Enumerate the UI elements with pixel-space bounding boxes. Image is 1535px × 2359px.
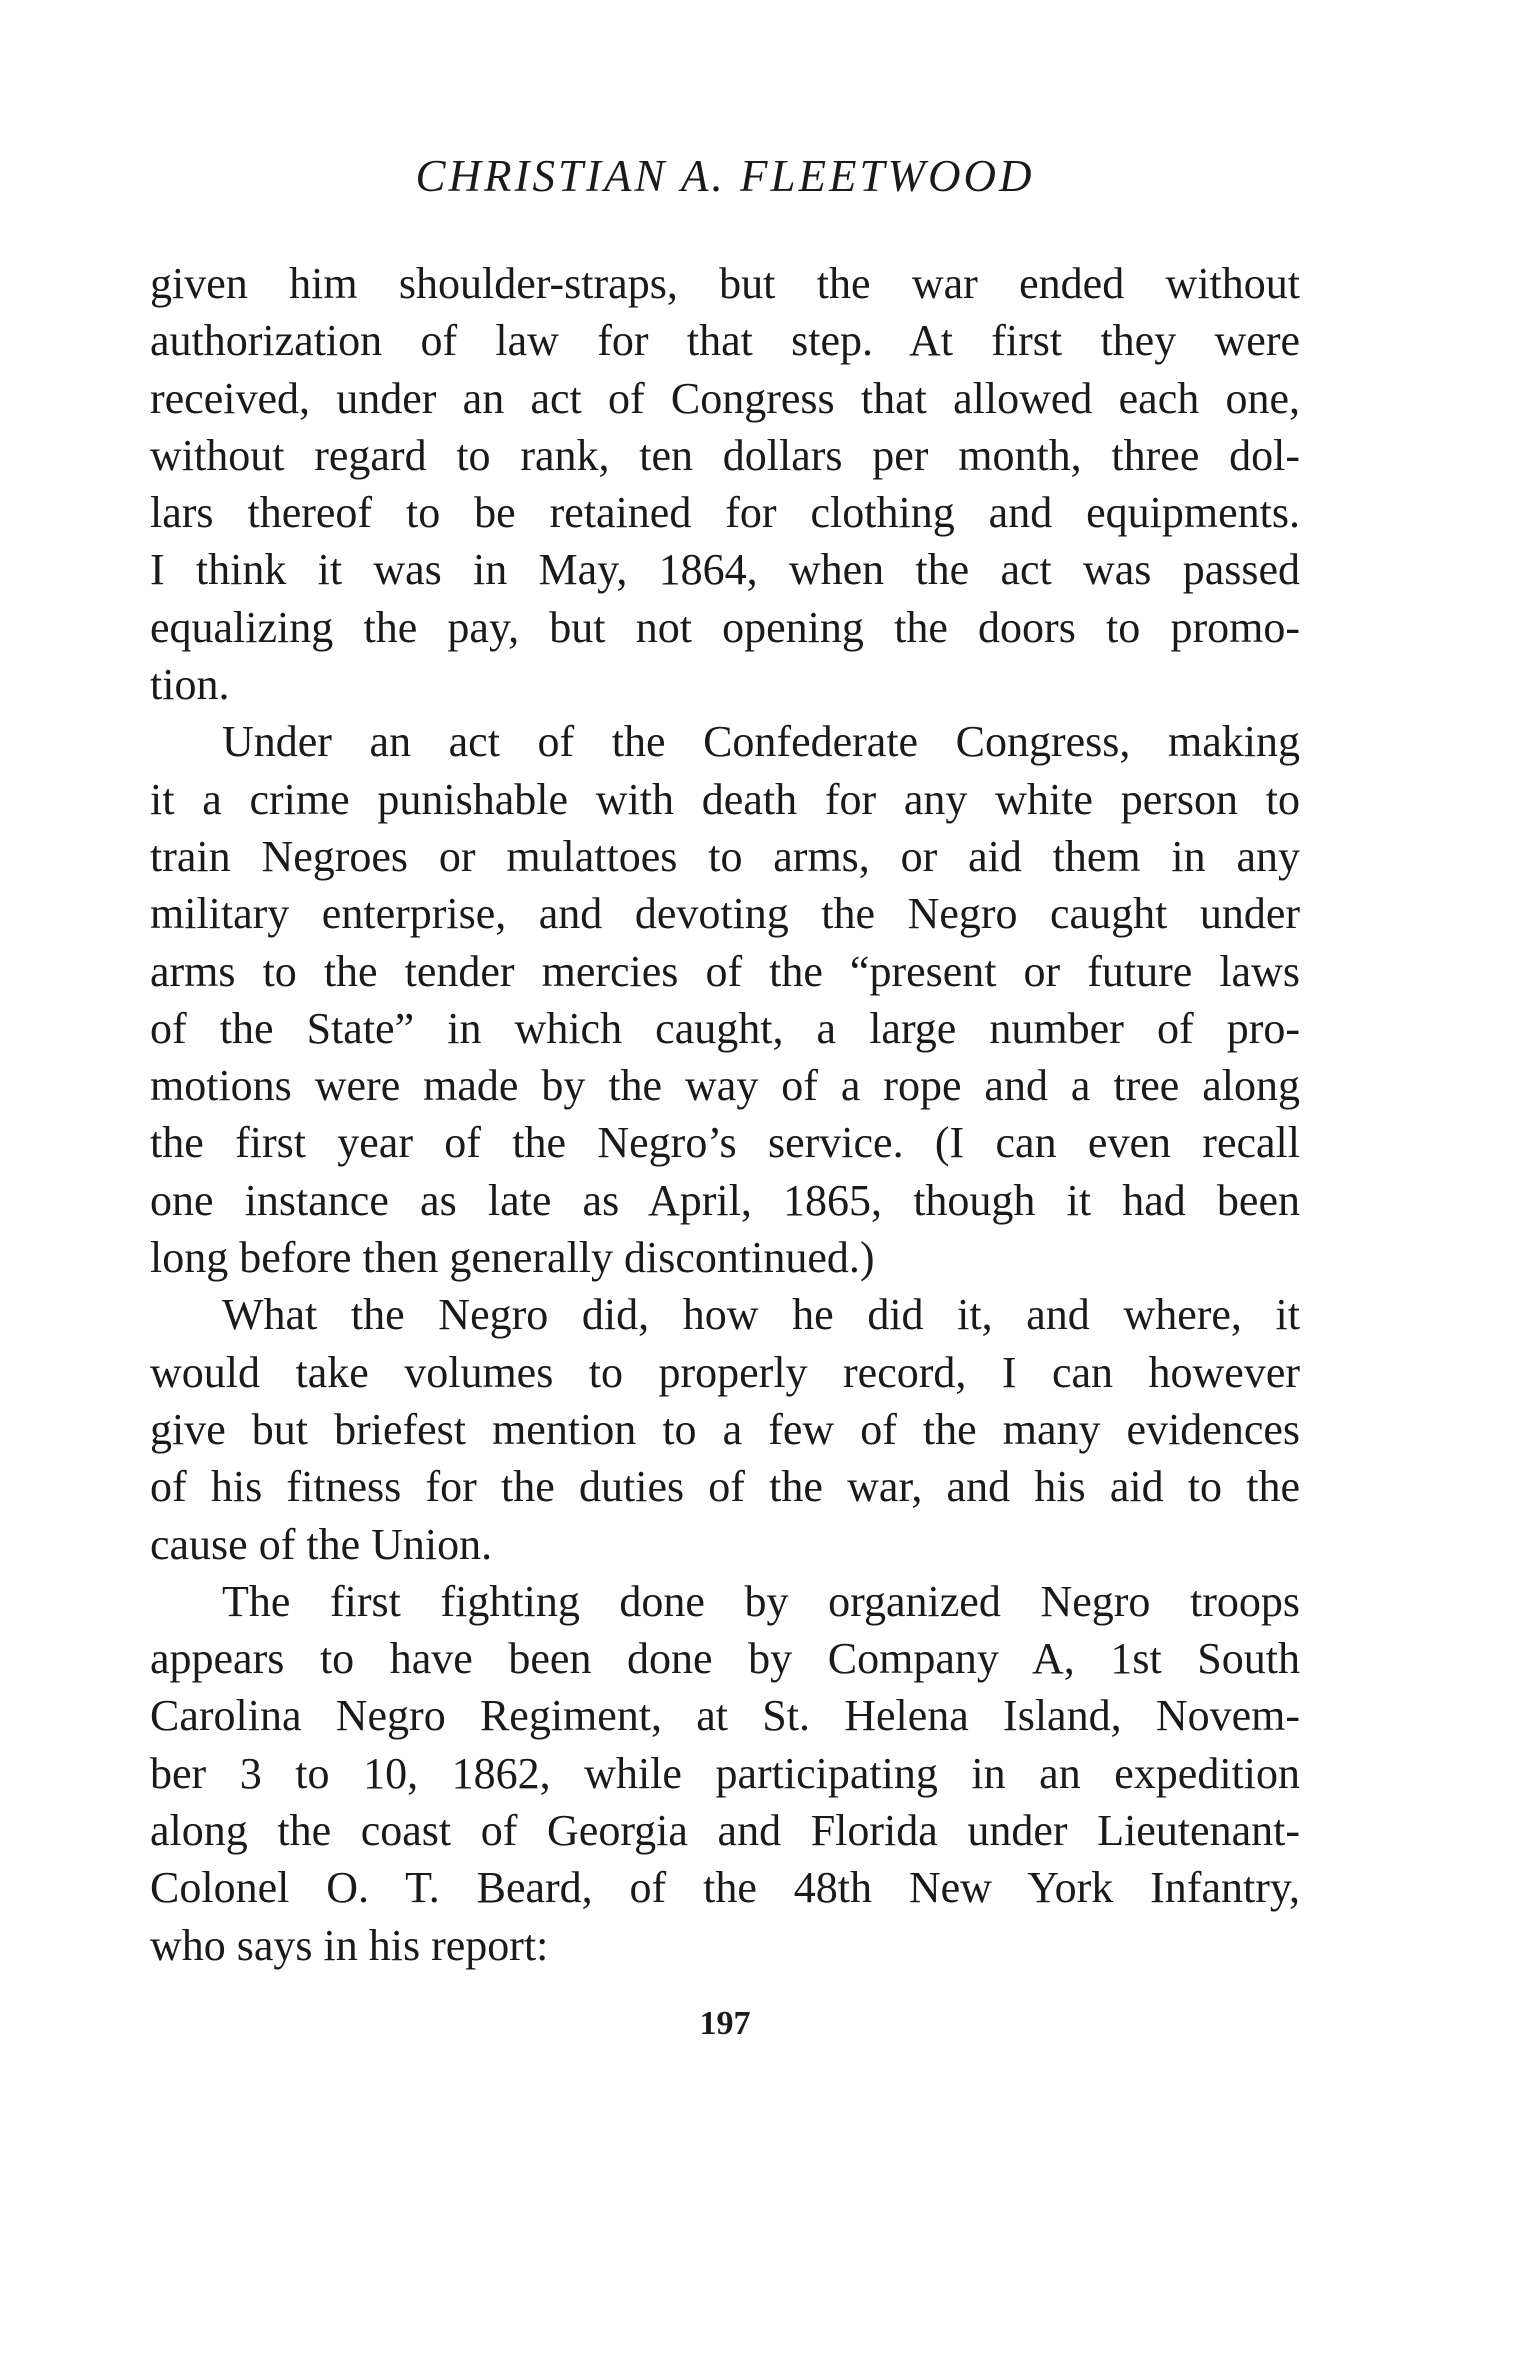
running-head: CHRISTIAN A. FLEETWOOD [415, 151, 1035, 201]
text-line: lars thereof to be retained for clothing and equipments. [150, 488, 1300, 538]
text-line: of his fitness for the duties of the war, and his aid to the [150, 1462, 1300, 1512]
text-line: tion. [150, 660, 230, 710]
text-line: What the Negro did, how he did it, and where, it [222, 1290, 1300, 1340]
text-line: military enterprise, and devoting the Negro caught under [150, 889, 1300, 939]
text-line: Carolina Negro Regiment, at St. Helena Island, Novem- [150, 1691, 1300, 1741]
text-line: long before then generally discontinued.) [150, 1233, 875, 1283]
text-line: Under an act of the Confederate Congress, making [222, 717, 1300, 767]
text-line: ber 3 to 10, 1862, while participating in an expedition [150, 1748, 1300, 1798]
text-line: equalizing the pay, but not opening the doors to promo- [150, 602, 1300, 652]
text-line: train Negroes or mulattoes to arms, or aid them in any [150, 831, 1300, 881]
text-line: the first year of the Negro’s service. (I can even recall [150, 1118, 1300, 1168]
text-line: along the coast of Georgia and Florida under Lieutenant- [150, 1806, 1300, 1856]
text-line: would take volumes to properly record, I can however [150, 1347, 1300, 1397]
text-line: without regard to rank, ten dollars per month, three dol- [150, 430, 1300, 480]
body-text [150, 255, 1300, 1974]
text-line: motions were made by the way of a rope and a tree along [150, 1061, 1300, 1111]
text-line: received, under an act of Congress that allowed each one, [150, 373, 1300, 423]
paragraph [150, 255, 1300, 713]
text-line: one instance as late as April, 1865, though it had been [150, 1175, 1300, 1225]
page-number: 197 [699, 2005, 751, 2042]
paragraph [150, 1573, 1300, 1974]
text-line: I think it was in May, 1864, when the act was passed [150, 545, 1300, 595]
text-line: of the State” in which caught, a large number of pro- [150, 1003, 1300, 1053]
text-line: who says in his report: [150, 1920, 549, 1970]
text-line: cause of the Union. [150, 1519, 493, 1569]
text-line: appears to have been done by Company A, 1st South [150, 1634, 1300, 1684]
text-line: arms to the tender mercies of the “present or future laws [150, 946, 1300, 996]
text-line: The first fighting done by organized Negro troops [222, 1576, 1300, 1626]
text-line: give but briefest mention to a few of the many evidences [150, 1404, 1300, 1454]
text-line: authorization of law for that step. At first they were [150, 316, 1300, 366]
text-line: Colonel O. T. Beard, of the 48th New York Infantry, [150, 1863, 1300, 1913]
text-line: it a crime punishable with death for any white person to [150, 774, 1300, 824]
paragraph [150, 713, 1300, 1286]
paragraph [150, 1286, 1300, 1572]
text-line: given him shoulder-straps, but the war ended without [150, 259, 1300, 308]
